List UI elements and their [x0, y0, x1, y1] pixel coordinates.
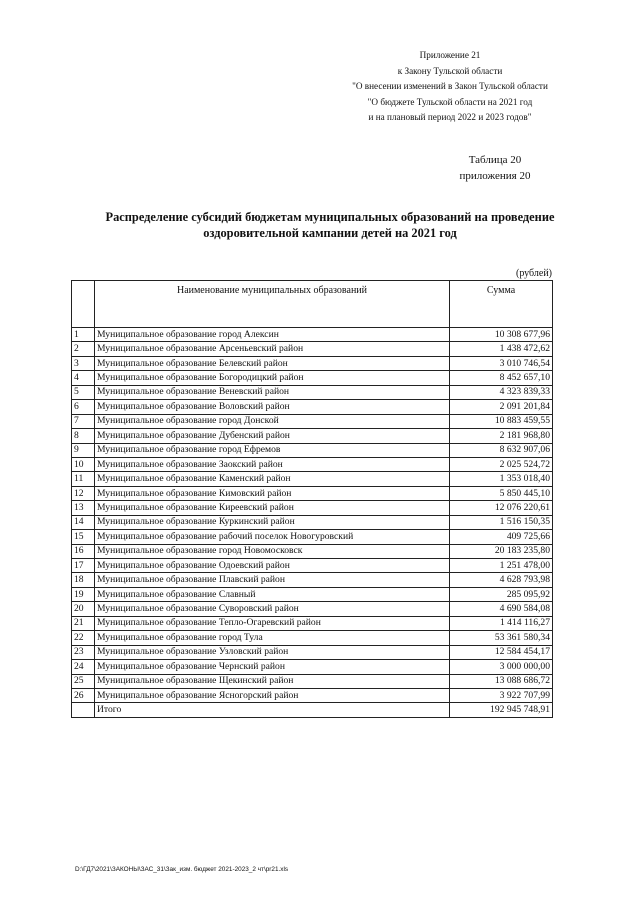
- table-row: [72, 515, 553, 529]
- row-sum: 4 323 839,33: [450, 385, 553, 399]
- row-name: Муниципальное образование Плавский район: [95, 573, 450, 587]
- row-number: 18: [72, 573, 95, 587]
- row-sum: 1 251 478,00: [450, 559, 553, 573]
- total-number-cell: [72, 703, 95, 717]
- row-name: Муниципальное образование город Новомосковск: [95, 544, 450, 558]
- row-number: 20: [72, 602, 95, 616]
- row-sum: 4 628 793,98: [450, 573, 553, 587]
- appendix-line: "О внесении изменений в Закон Тульской области: [352, 81, 548, 91]
- row-name: Муниципальное образование рабочий поселок Новогуровский: [95, 530, 450, 544]
- row-name: Муниципальное образование город Ефремов: [95, 443, 450, 457]
- row-number: 9: [72, 443, 95, 457]
- row-name: Муниципальное образование Одоевский район: [95, 559, 450, 573]
- row-number: 11: [72, 472, 95, 486]
- total-label: Итого: [95, 703, 450, 717]
- row-number: 15: [72, 530, 95, 544]
- row-sum: 10 308 677,96: [450, 328, 553, 342]
- table-ref-line: приложения 20: [459, 170, 531, 182]
- row-sum: 12 584 454,17: [450, 645, 553, 659]
- row-sum: 20 183 235,80: [450, 544, 553, 558]
- table-row: [72, 674, 553, 688]
- table-row: [72, 385, 553, 399]
- table-row: [72, 573, 553, 587]
- row-number: 2: [72, 342, 95, 356]
- appendix-line: и на плановый период 2022 и 2023 годов": [368, 112, 532, 122]
- row-sum: 2 025 524,72: [450, 457, 553, 471]
- row-sum: 4 690 584,08: [450, 602, 553, 616]
- table-row: [72, 559, 553, 573]
- table-row: [72, 342, 553, 356]
- row-sum: 1 414 116,27: [450, 616, 553, 630]
- table-row: [72, 371, 553, 385]
- row-sum: 2 091 201,84: [450, 400, 553, 414]
- row-number: 22: [72, 631, 95, 645]
- row-sum: 285 095,92: [450, 587, 553, 601]
- row-name: Муниципальное образование Кимовский район: [95, 486, 450, 500]
- row-sum: 3 922 707,99: [450, 688, 553, 702]
- appendix-line: "О бюджете Тульской области на 2021 год: [367, 96, 533, 107]
- row-number: 13: [72, 501, 95, 515]
- appendix-line: к Закону Тульской области: [397, 65, 503, 76]
- row-number: 21: [72, 616, 95, 630]
- row-name: Муниципальное образование Куркинский район: [95, 515, 450, 529]
- row-name: Муниципальное образование город Тула: [95, 631, 450, 645]
- table-row: [72, 328, 553, 342]
- row-name: Муниципальное образование Щекинский район: [95, 674, 450, 688]
- units-label: (рублей): [515, 268, 552, 279]
- row-number: 12: [72, 486, 95, 500]
- row-number: 14: [72, 515, 95, 529]
- row-name: Муниципальное образование город Алексин: [95, 328, 450, 342]
- table-row: [72, 443, 553, 457]
- subsidy-table: [71, 280, 553, 718]
- table-row: [72, 530, 553, 544]
- table-row: [72, 660, 553, 674]
- table-row: [72, 688, 553, 702]
- row-number: 16: [72, 544, 95, 558]
- row-number: 25: [72, 674, 95, 688]
- document-title-line: оздоровительной кампании детей на 2021 год: [203, 226, 457, 240]
- row-sum: 1 353 018,40: [450, 472, 553, 486]
- row-sum: 3 000 000,00: [450, 660, 553, 674]
- row-number: 3: [72, 356, 95, 370]
- row-sum: 5 850 445,10: [450, 486, 553, 500]
- table-row: [72, 457, 553, 471]
- total-row: [72, 703, 553, 717]
- table-row: [72, 414, 553, 428]
- row-name: Муниципальное образование Ясногорский район: [95, 688, 450, 702]
- row-number: 17: [72, 559, 95, 573]
- row-name: Муниципальное образование Заокский район: [95, 457, 450, 471]
- row-number: 10: [72, 457, 95, 471]
- row-name: Муниципальное образование Дубенский район: [95, 429, 450, 443]
- row-name: Муниципальное образование Киреевский район: [95, 501, 450, 515]
- row-number: 8: [72, 429, 95, 443]
- table-row: [72, 645, 553, 659]
- row-name: Муниципальное образование Суворовский район: [95, 602, 450, 616]
- row-number: 19: [72, 587, 95, 601]
- table-row: [72, 400, 553, 414]
- row-sum: 8 632 907,06: [450, 443, 553, 457]
- row-sum: 8 452 657,10: [450, 371, 553, 385]
- header-sum: Сумма: [450, 281, 553, 328]
- row-name: Муниципальное образование Узловский район: [95, 645, 450, 659]
- appendix-line: Приложение 21: [419, 50, 481, 60]
- document-title-line: Распределение субсидий бюджетам муниципальных образований на проведение: [105, 210, 555, 224]
- row-sum: 1 438 472,62: [450, 342, 553, 356]
- row-sum: 3 010 746,54: [450, 356, 553, 370]
- file-path-footer: D:\ГД7\2021\ЗАКОНЫ\ЗАС_31\Зак_изм. бюджет 2021-2023_2 чт\pr21.xls: [75, 866, 289, 873]
- row-name: Муниципальное образование Чернский район: [95, 660, 450, 674]
- row-name: Муниципальное образование Славный: [95, 587, 450, 601]
- appendix-header: [330, 48, 570, 126]
- row-name: Муниципальное образование Белевский район: [95, 356, 450, 370]
- row-number: 6: [72, 400, 95, 414]
- table-row: [72, 602, 553, 616]
- table-row: [72, 486, 553, 500]
- row-name: Муниципальное образование Воловский район: [95, 400, 450, 414]
- row-sum: 53 361 580,34: [450, 631, 553, 645]
- table-row: [72, 501, 553, 515]
- row-name: Муниципальное образование Каменский район: [95, 472, 450, 486]
- row-number: 7: [72, 414, 95, 428]
- document-title: [60, 209, 600, 241]
- row-name: Муниципальное образование Богородицкий район: [95, 371, 450, 385]
- header-name: Наименование муниципальных образований: [95, 281, 450, 328]
- table-header-row: [72, 281, 553, 328]
- row-number: 5: [72, 385, 95, 399]
- row-name: Муниципальное образование Тепло-Огаревский район: [95, 616, 450, 630]
- total-sum: 192 945 748,91: [450, 703, 553, 717]
- row-sum: 13 088 686,72: [450, 674, 553, 688]
- table-row: [72, 587, 553, 601]
- row-number: 26: [72, 688, 95, 702]
- row-number: 1: [72, 328, 95, 342]
- row-sum: 10 883 459,55: [450, 414, 553, 428]
- table-reference: [440, 152, 550, 184]
- table-row: [72, 356, 553, 370]
- table-row: [72, 429, 553, 443]
- table-row: [72, 631, 553, 645]
- row-sum: 2 181 968,80: [450, 429, 553, 443]
- row-name: Муниципальное образование Веневский район: [95, 385, 450, 399]
- row-sum: 12 076 220,61: [450, 501, 553, 515]
- row-name: Муниципальное образование Арсеньевский район: [95, 342, 450, 356]
- row-name: Муниципальное образование город Донской: [95, 414, 450, 428]
- table-row: [72, 472, 553, 486]
- row-number: 24: [72, 660, 95, 674]
- row-number: 4: [72, 371, 95, 385]
- table-ref-line: Таблица 20: [468, 154, 522, 166]
- row-number: 23: [72, 645, 95, 659]
- row-sum: 1 516 150,35: [450, 515, 553, 529]
- row-sum: 409 725,66: [450, 530, 553, 544]
- table-row: [72, 544, 553, 558]
- table-body: [72, 328, 553, 703]
- header-number: [72, 281, 95, 328]
- table-row: [72, 616, 553, 630]
